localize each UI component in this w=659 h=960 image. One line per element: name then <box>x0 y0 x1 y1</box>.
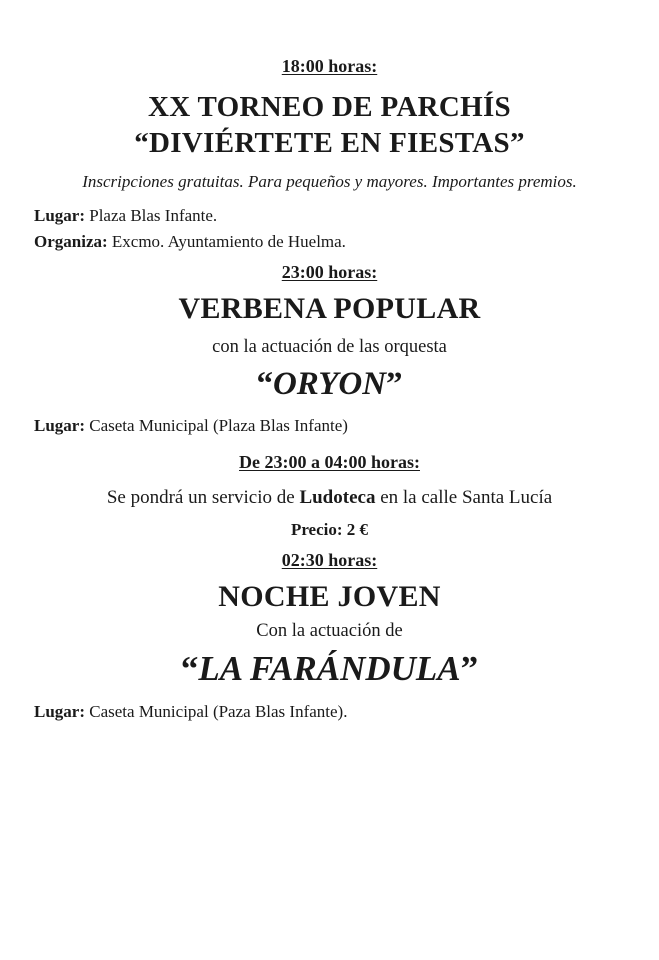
place-value: Plaza Blas Infante. <box>89 206 218 225</box>
event-note-inscripciones: Inscripciones gratuitas. Para pequeños y mayores. Importantes premios. <box>82 172 577 191</box>
event-title-noche-joven: NOCHE JOVEN <box>218 580 441 613</box>
ludoteca-text-after: en la calle Santa Lucía <box>375 487 553 508</box>
event-organizer <box>34 232 346 252</box>
event-price: Precio: 2 € <box>290 520 369 539</box>
event-artist-oryon <box>0 366 659 403</box>
artist-name: LA FARÁNDULA <box>198 649 461 688</box>
place-label: Lugar: <box>34 416 85 435</box>
event-title-verbena: VERBENA POPULAR <box>178 292 481 325</box>
event-subtitle-actuacion: Con la actuación de <box>256 621 403 641</box>
event-place-verbena <box>34 416 348 436</box>
organizer-value: Excmo. Ayuntamiento de Huelma. <box>111 232 346 251</box>
event-subtitle-orquesta: con la actuación de las orquesta <box>212 337 447 357</box>
event-time-2300: 23:00 horas: <box>281 262 378 282</box>
artist-name: ORYON <box>272 366 387 402</box>
place-label: Lugar: <box>34 206 85 225</box>
event-subtitle-diviertete: “DIVIÉRTETE EN FIESTAS” <box>134 127 525 159</box>
event-place-noche-joven <box>34 702 347 722</box>
event-ludoteca-text <box>0 487 659 509</box>
event-time-0230: 02:30 horas: <box>281 550 378 570</box>
place-value: Caseta Municipal (Paza Blas Infante). <box>89 702 348 721</box>
event-title-torneo: XX TORNEO DE PARCHÍS <box>148 91 511 123</box>
place-label: Lugar: <box>34 702 85 721</box>
quote-open: “ <box>256 366 273 402</box>
quote-open: “ <box>180 649 199 688</box>
event-time-1800: 18:00 horas: <box>281 56 378 76</box>
event-artist-farandula <box>0 649 659 689</box>
ludoteca-text-bold: Ludoteca <box>299 487 376 508</box>
event-place-torneo <box>34 206 217 226</box>
organizer-label: Organiza: <box>34 232 108 251</box>
quote-close: ” <box>460 649 479 688</box>
place-value: Caseta Municipal (Plaza Blas Infante) <box>89 416 348 435</box>
ludoteca-text-before: Se pondrá un servicio de <box>106 487 300 508</box>
quote-close: ” <box>386 366 403 402</box>
event-time-ludoteca: De 23:00 a 04:00 horas: <box>239 452 420 472</box>
